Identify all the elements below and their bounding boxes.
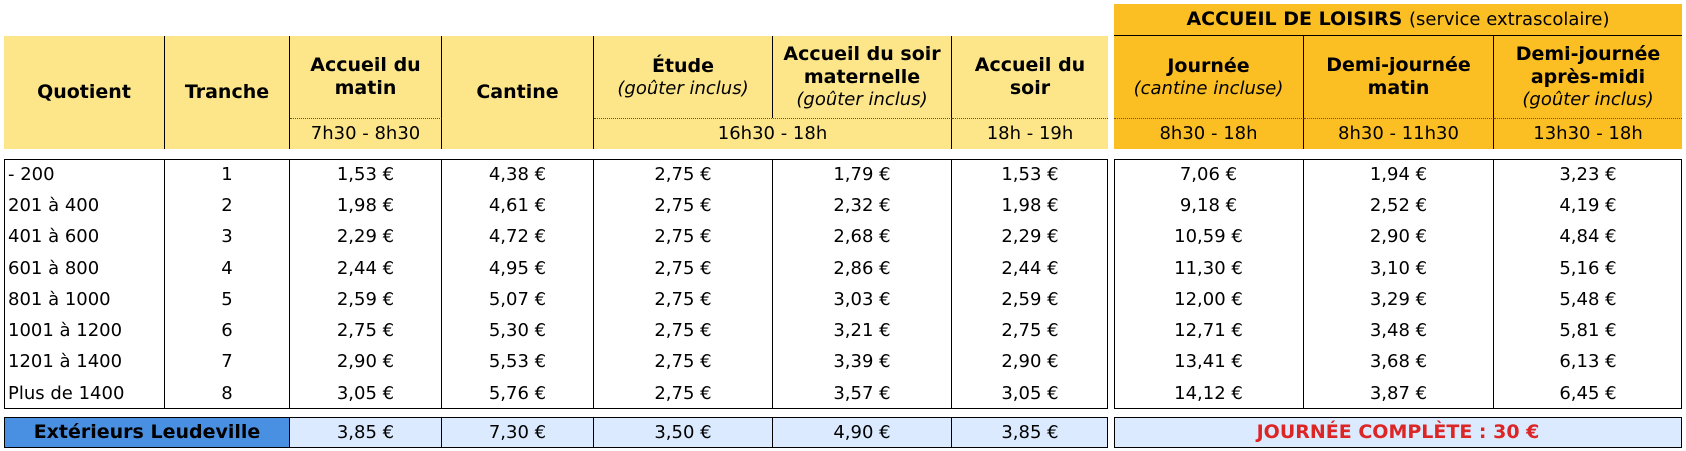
header-accueil-soir: Accueil du soir <box>952 36 1108 118</box>
time-etude-soir: 16h30 - 18h <box>594 118 952 149</box>
cell-accueil-soir: 2,59 € <box>1001 288 1059 310</box>
cell-quotient: 601 à 800 <box>4 253 165 284</box>
header-etude <box>594 36 773 118</box>
cell-journee: 9,18 € <box>1114 190 1304 221</box>
loisirs-title: ACCUEIL DE LOISIRS <box>1186 8 1403 31</box>
header-demi-apres-midi-sub: (goûter inclus) <box>1522 89 1654 110</box>
header-demi-apres-midi <box>1494 36 1682 118</box>
header-journee-sub: (cantine incluse) <box>1133 77 1284 99</box>
cell-tranche: 8 <box>165 378 290 409</box>
cell-accueil-soir: 1,53 € <box>1001 163 1059 185</box>
cell-etude: 2,75 € <box>594 315 773 346</box>
header-demi-matin: Demi-journée matin <box>1304 36 1494 118</box>
header-journee-label: Journée <box>1167 54 1250 77</box>
cell-journee: 11,30 € <box>1114 253 1304 284</box>
cell-accueil-matin: 2,75 € <box>290 315 442 346</box>
cell-soir-maternelle: 3,21 € <box>773 315 952 346</box>
header-cantine: Cantine <box>442 36 594 149</box>
header-soir-maternelle <box>773 36 952 118</box>
cell-soir-maternelle: 3,57 € <box>773 378 952 409</box>
header-etude-sub: (goûter inclus) <box>617 77 749 99</box>
cell-demi-apres-midi: 3,23 € <box>1559 163 1617 185</box>
time-accueil-soir: 18h - 19h <box>952 118 1108 149</box>
cell-cantine: 5,30 € <box>442 315 594 346</box>
cell-journee: 14,12 € <box>1114 378 1304 409</box>
cell-demi-matin: 3,48 € <box>1304 315 1494 346</box>
cell-demi-apres-midi: 4,84 € <box>1559 226 1617 248</box>
journee-complete: JOURNÉE COMPLÈTE : 30 € <box>1114 417 1682 448</box>
header-demi-apres-midi-label: Demi-journée après-midi <box>1515 43 1661 89</box>
cell-tranche: 2 <box>165 190 290 221</box>
time-journee: 8h30 - 18h <box>1114 118 1304 149</box>
cell-demi-apres-midi: 5,81 € <box>1559 320 1617 342</box>
cell-accueil-soir: 2,29 € <box>1001 226 1059 248</box>
cell-accueil-matin: 2,90 € <box>290 347 442 378</box>
cell-tranche: 3 <box>165 222 290 253</box>
cell-quotient: 201 à 400 <box>4 190 165 221</box>
cell-cantine: 5,07 € <box>442 284 594 315</box>
cell-tranche: 1 <box>165 159 290 190</box>
cell-soir-maternelle: 1,79 € <box>773 159 952 190</box>
cell-demi-apres-midi: 6,45 € <box>1559 382 1617 404</box>
cell-accueil-matin: 2,44 € <box>290 253 442 284</box>
header-soir-maternelle-sub: (goûter inclus) <box>796 89 928 110</box>
cell-cantine: 4,72 € <box>442 222 594 253</box>
header-journee <box>1114 36 1304 118</box>
cell-demi-matin: 3,87 € <box>1304 378 1494 409</box>
cell-etude: 2,75 € <box>594 378 773 409</box>
cell-demi-apres-midi: 5,16 € <box>1559 257 1617 279</box>
time-demi-apres-midi: 13h30 - 18h <box>1494 118 1682 149</box>
cell-journee: 10,59 € <box>1114 222 1304 253</box>
cell-demi-apres-midi: 4,19 € <box>1559 195 1617 217</box>
cell-accueil-matin: 1,98 € <box>290 190 442 221</box>
header-etude-label: Étude <box>651 54 715 77</box>
cell-quotient: - 200 <box>4 159 165 190</box>
cell-demi-apres-midi: 6,13 € <box>1559 351 1617 373</box>
cell-quotient: 1001 à 1200 <box>4 315 165 346</box>
cell-soir-maternelle: 3,03 € <box>773 284 952 315</box>
cell-etude: 2,75 € <box>594 159 773 190</box>
cell-soir-maternelle: 3,39 € <box>773 347 952 378</box>
exterieurs-value: 3,85 € <box>290 417 442 448</box>
cell-quotient: Plus de 1400 <box>4 378 165 409</box>
cell-soir-maternelle: 2,68 € <box>773 222 952 253</box>
header-soir-maternelle-label: Accueil du soir maternelle <box>783 43 941 89</box>
exterieurs-value: 4,90 € <box>773 417 952 448</box>
cell-demi-matin: 2,90 € <box>1304 222 1494 253</box>
cell-soir-maternelle: 2,86 € <box>773 253 952 284</box>
loisirs-subtitle: (service extrascolaire) <box>1408 8 1610 30</box>
header-quotient: Quotient <box>4 36 165 149</box>
cell-soir-maternelle: 2,32 € <box>773 190 952 221</box>
cell-quotient: 1201 à 1400 <box>4 347 165 378</box>
header-tranche: Tranche <box>165 36 290 149</box>
cell-accueil-matin: 2,29 € <box>290 222 442 253</box>
cell-journee: 7,06 € <box>1114 159 1304 190</box>
cell-demi-matin: 2,52 € <box>1304 190 1494 221</box>
cell-quotient: 801 à 1000 <box>4 284 165 315</box>
cell-accueil-soir: 2,75 € <box>1001 320 1059 342</box>
cell-journee: 12,00 € <box>1114 284 1304 315</box>
cell-tranche: 4 <box>165 253 290 284</box>
cell-accueil-soir: 1,98 € <box>1001 195 1059 217</box>
cell-accueil-matin: 3,05 € <box>290 378 442 409</box>
cell-etude: 2,75 € <box>594 284 773 315</box>
time-demi-matin: 8h30 - 11h30 <box>1304 118 1494 149</box>
exterieurs-value: 3,85 € <box>952 417 1108 448</box>
cell-demi-matin: 1,94 € <box>1304 159 1494 190</box>
cell-demi-matin: 3,29 € <box>1304 284 1494 315</box>
cell-tranche: 7 <box>165 347 290 378</box>
cell-accueil-matin: 1,53 € <box>290 159 442 190</box>
cell-quotient: 401 à 600 <box>4 222 165 253</box>
cell-accueil-soir: 2,90 € <box>1001 351 1059 373</box>
cell-cantine: 5,76 € <box>442 378 594 409</box>
cell-accueil-matin: 2,59 € <box>290 284 442 315</box>
cell-journee: 13,41 € <box>1114 347 1304 378</box>
exterieurs-label: Extérieurs Leudeville <box>4 417 290 448</box>
exterieurs-value: 7,30 € <box>442 417 594 448</box>
cell-etude: 2,75 € <box>594 222 773 253</box>
cell-etude: 2,75 € <box>594 190 773 221</box>
cell-etude: 2,75 € <box>594 347 773 378</box>
time-accueil-matin: 7h30 - 8h30 <box>290 118 442 149</box>
cell-etude: 2,75 € <box>594 253 773 284</box>
exterieurs-value: 3,50 € <box>594 417 773 448</box>
header-accueil-matin: Accueil du matin <box>290 36 442 118</box>
cell-accueil-soir: 3,05 € <box>1001 382 1059 404</box>
cell-demi-matin: 3,10 € <box>1304 253 1494 284</box>
cell-cantine: 4,38 € <box>442 159 594 190</box>
cell-cantine: 5,53 € <box>442 347 594 378</box>
cell-tranche: 6 <box>165 315 290 346</box>
cell-journee: 12,71 € <box>1114 315 1304 346</box>
cell-accueil-soir: 2,44 € <box>1001 257 1059 279</box>
cell-tranche: 5 <box>165 284 290 315</box>
cell-demi-matin: 3,68 € <box>1304 347 1494 378</box>
cell-demi-apres-midi: 5,48 € <box>1559 288 1617 310</box>
cell-cantine: 4,95 € <box>442 253 594 284</box>
loisirs-header <box>1114 4 1682 36</box>
cell-cantine: 4,61 € <box>442 190 594 221</box>
